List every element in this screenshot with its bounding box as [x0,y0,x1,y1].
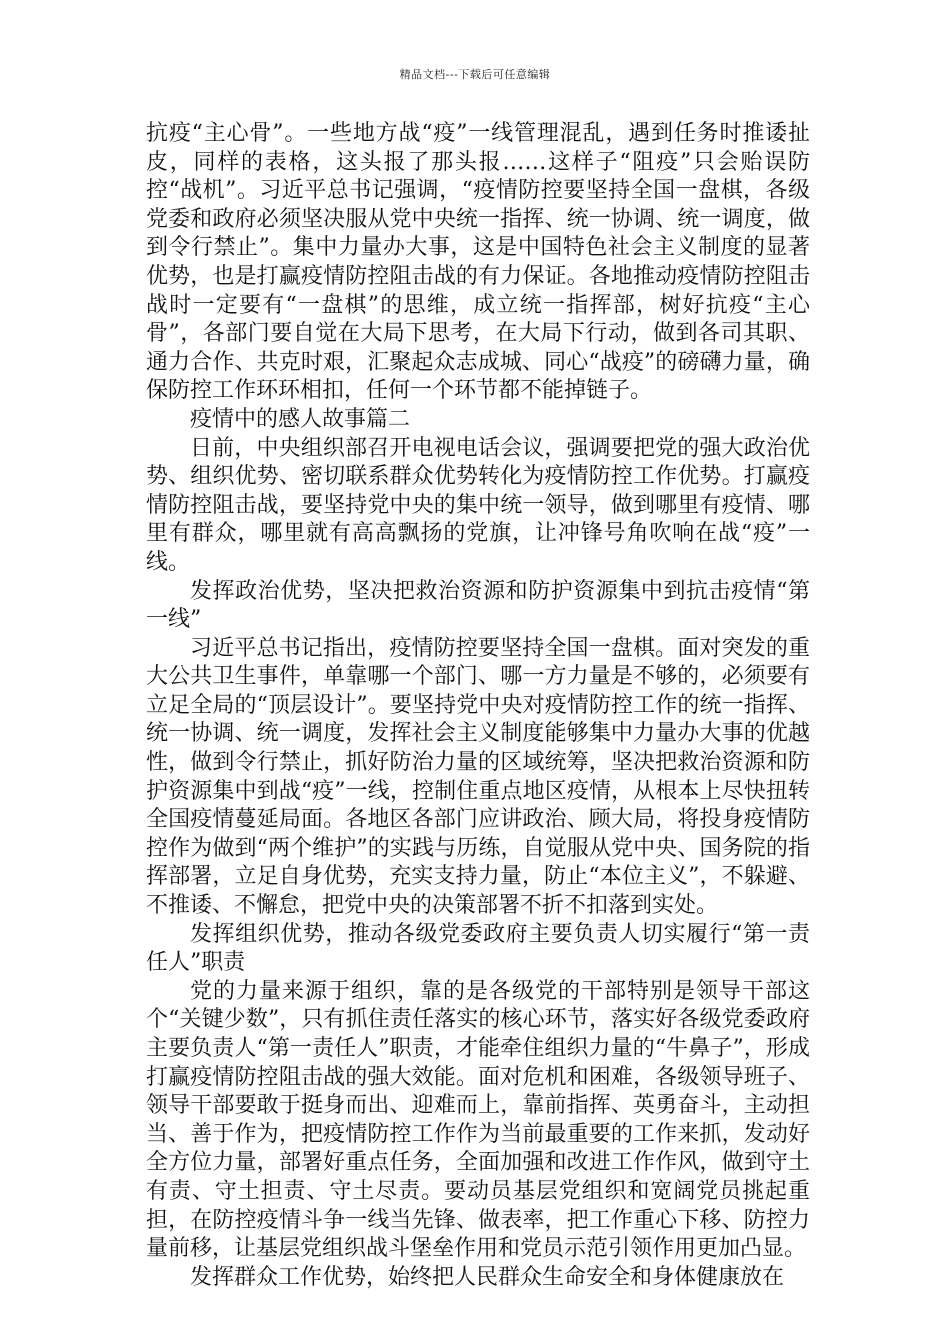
body-paragraph: 日前，中央组织部召开电视电话会议，强调要把党的强大政治优势、组织优势、密切联系群众优势转化为疫情防控工作优势。打赢疫情防控阻击战，要坚持党中央的集中统一领导，做到哪里有疫情、哪里有群众，哪里就有高高飘扬的党旗，让冲锋号角吹响在战“疫”一线。 [146,435,810,575]
body-paragraph: 抗疫“主心骨”。一些地方战“疫”一线管理混乱，遇到任务时推诿扯皮，同样的表格，这头报了那头报……这样子“阻疫”只会贻误防控“战机”。习近平总书记强调，“疫情防控要坚持全国一盘棋，各级党委和政府必须坚决服从党中央统一指挥、统一协调、统一调度，做到令行禁止”。集中力量办大事，这是中国特色社会主义制度的显著优势，也是打赢疫情防控阻击战的有力保证。各地推动疫情防控阻击战时一定要有“一盘棋”的思维，成立统一指挥部，树好抗疫“主心骨”，各部门要自觉在大局下思考，在大局下行动，做到各司其职、通力合作、共克时艰，汇聚起众志成城、同心“战疫”的磅礴力量，确保防控工作环环相扣，任何一个环节都不能掉链子。 [146,121,810,404]
subheading: 发挥组织优势，推动各级党委政府主要负责人切实履行“第一责任人”职责 [146,921,810,976]
document-body [146,120,810,1292]
body-paragraph: 发挥群众工作优势，始终把人民群众生命安全和身体健康放在 [190,1264,785,1290]
body-paragraph: 党的力量来源于组织，靠的是各级党的干部特别是领导干部这个“关键少数”，只有抓住责任落实的核心环节，落实好各级党委政府主要负责人“第一责任人”职责，才能牵住组织力量的“牛鼻子”，形成打赢疫情防控阻击战的强大效能。面对危机和困难，各级领导班子、领导干部要敢于挺身而出、迎难而上，靠前指挥、英勇奋斗，主动担当、善于作为，把疫情防控工作作为当前最重要的工作来抓，发动好全方位力量，部署好重点任务，全面加强和改进工作作风，做到守土有责、守土担责、守土尽责。要动员基层党组织和宽阔党员挑起重担，在防控疫情斗争一线当先锋、做表率，把工作重心下移、防控力量前移，让基层党组织战斗堡垒作用和党员示范引领作用更加凸显。 [146,978,810,1262]
page-header: 精品文档---下载后可任意编辑 [399,68,551,81]
section-heading: 疫情中的感人故事篇二 [190,406,411,432]
body-paragraph: 习近平总书记指出，疫情防控要坚持全国一盘棋。面对突发的重大公共卫生事件，单靠哪一个部门、哪一方力量是不够的，必须要有立足全局的“顶层设计”。要坚持党中央对疫情防控工作的统一指挥、统一协调、统一调度，发挥社会主义制度能够集中力量办大事的优越性，做到令行禁止，抓好防治力量的区域统筹，坚决把救治资源和防护资源集中到战“疫”一线，控制住重点地区疫情，从根本上尽快扭转全国疫情蔓延局面。各地区各部门应讲政治、顾大局，将投身疫情防控作为做到“两个维护”的实践与历练，自觉服从党中央、国务院的指挥部署，立足自身优势，充实支持力量，防止“本位主义”，不躲避、不推诿、不懈怠，把党中央的决策部署不折不扣落到实处。 [146,635,810,919]
subheading: 发挥政治优势，坚决把救治资源和防护资源集中到抗击疫情“第一线” [146,578,810,633]
